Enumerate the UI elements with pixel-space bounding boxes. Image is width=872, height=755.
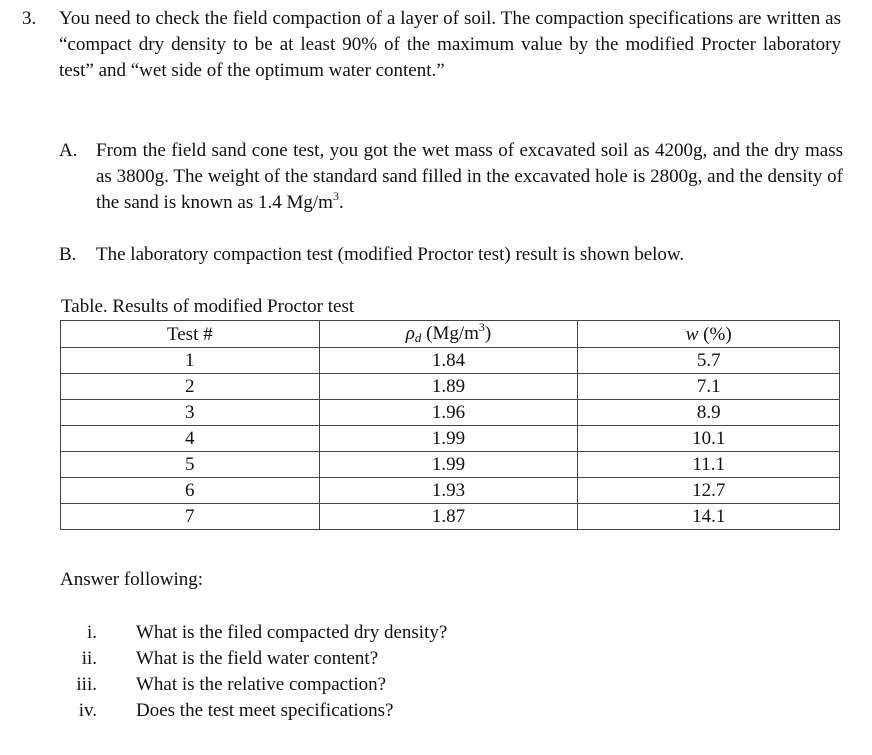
- table-row: [61, 426, 840, 452]
- question-item: [60, 620, 660, 646]
- cell-water: 5.7: [578, 348, 840, 374]
- header-test: Test #: [61, 321, 320, 348]
- density-unit-sup: 3: [478, 319, 485, 334]
- cell-water: 12.7: [578, 478, 840, 504]
- part-a-text-end: .: [338, 192, 344, 213]
- cell-test: 1: [61, 348, 320, 374]
- problem-number: 3.: [22, 8, 37, 29]
- table-row: [61, 452, 840, 478]
- cell-density: 1.99: [319, 452, 578, 478]
- cell-test: 7: [61, 504, 320, 530]
- question-text: What is the field water content?: [136, 648, 379, 669]
- part-a-text-sup: 3: [332, 188, 339, 203]
- density-unit: (Mg/m: [421, 323, 479, 344]
- cell-water: 11.1: [578, 452, 840, 478]
- question-text: What is the filed compacted dry density?: [136, 622, 448, 643]
- header-density: [319, 321, 578, 348]
- cell-water: 7.1: [578, 374, 840, 400]
- question-number: iv.: [78, 700, 97, 721]
- water-symbol: w: [685, 323, 699, 345]
- water-unit: (%): [698, 323, 732, 345]
- part-b: [59, 242, 843, 268]
- table-row: [61, 504, 840, 530]
- cell-test: 2: [61, 374, 320, 400]
- question-number: iii.: [76, 674, 97, 695]
- question-number: ii.: [81, 648, 97, 669]
- question-item: [60, 646, 660, 672]
- cell-test: 3: [61, 400, 320, 426]
- cell-density: 1.89: [319, 374, 578, 400]
- answer-heading: Answer following:: [60, 569, 204, 590]
- part-b-text: The laboratory compaction test (modified Proctor test) result is shown below.: [96, 244, 685, 265]
- table-row: [61, 374, 840, 400]
- problem-intro: You need to check the field compaction of a layer of soil. The compaction specifications are written as “compact dry density to be at least 90% of the maximum value by the modified Procter laboratory test” and “wet side of the optimum water content.”: [59, 8, 841, 81]
- density-unit-close: ): [484, 323, 492, 344]
- part-a-text: [96, 138, 843, 216]
- cell-density: 1.87: [319, 504, 578, 530]
- cell-water: 14.1: [578, 504, 840, 530]
- table-row: [61, 348, 840, 374]
- cell-test: 6: [61, 478, 320, 504]
- table-header-row: [61, 321, 840, 348]
- part-a-label: A.: [59, 140, 78, 161]
- cell-water: 8.9: [578, 400, 840, 426]
- question-item: [60, 672, 660, 698]
- cell-density: 1.84: [319, 348, 578, 374]
- question-item: [60, 698, 660, 724]
- questions-list: [60, 620, 660, 724]
- question-text: Does the test meet specifications?: [136, 700, 394, 721]
- cell-density: 1.96: [319, 400, 578, 426]
- cell-test: 5: [61, 452, 320, 478]
- results-table: [60, 320, 840, 530]
- part-a-text-main: From the field sand cone test, you got the wet mass of excavated soil as 4200g, and the dry mass as 3800g. The weight of the standard sand filled in the excavated hole is 2800g, and the density of the sand is known as 1.4 Mg/m: [96, 140, 843, 213]
- question-number: i.: [86, 622, 97, 643]
- table-caption: Table. Results of modified Proctor test: [61, 296, 355, 317]
- part-a: [59, 138, 843, 216]
- cell-test: 4: [61, 426, 320, 452]
- header-water: [578, 321, 840, 348]
- cell-density: 1.99: [319, 426, 578, 452]
- density-symbol: ρ: [405, 323, 415, 344]
- cell-density: 1.93: [319, 478, 578, 504]
- part-b-label: B.: [59, 244, 77, 265]
- cell-water: 10.1: [578, 426, 840, 452]
- table-row: [61, 400, 840, 426]
- table-row: [61, 478, 840, 504]
- question-text: What is the relative compaction?: [136, 674, 387, 695]
- density-subscript: d: [414, 330, 422, 345]
